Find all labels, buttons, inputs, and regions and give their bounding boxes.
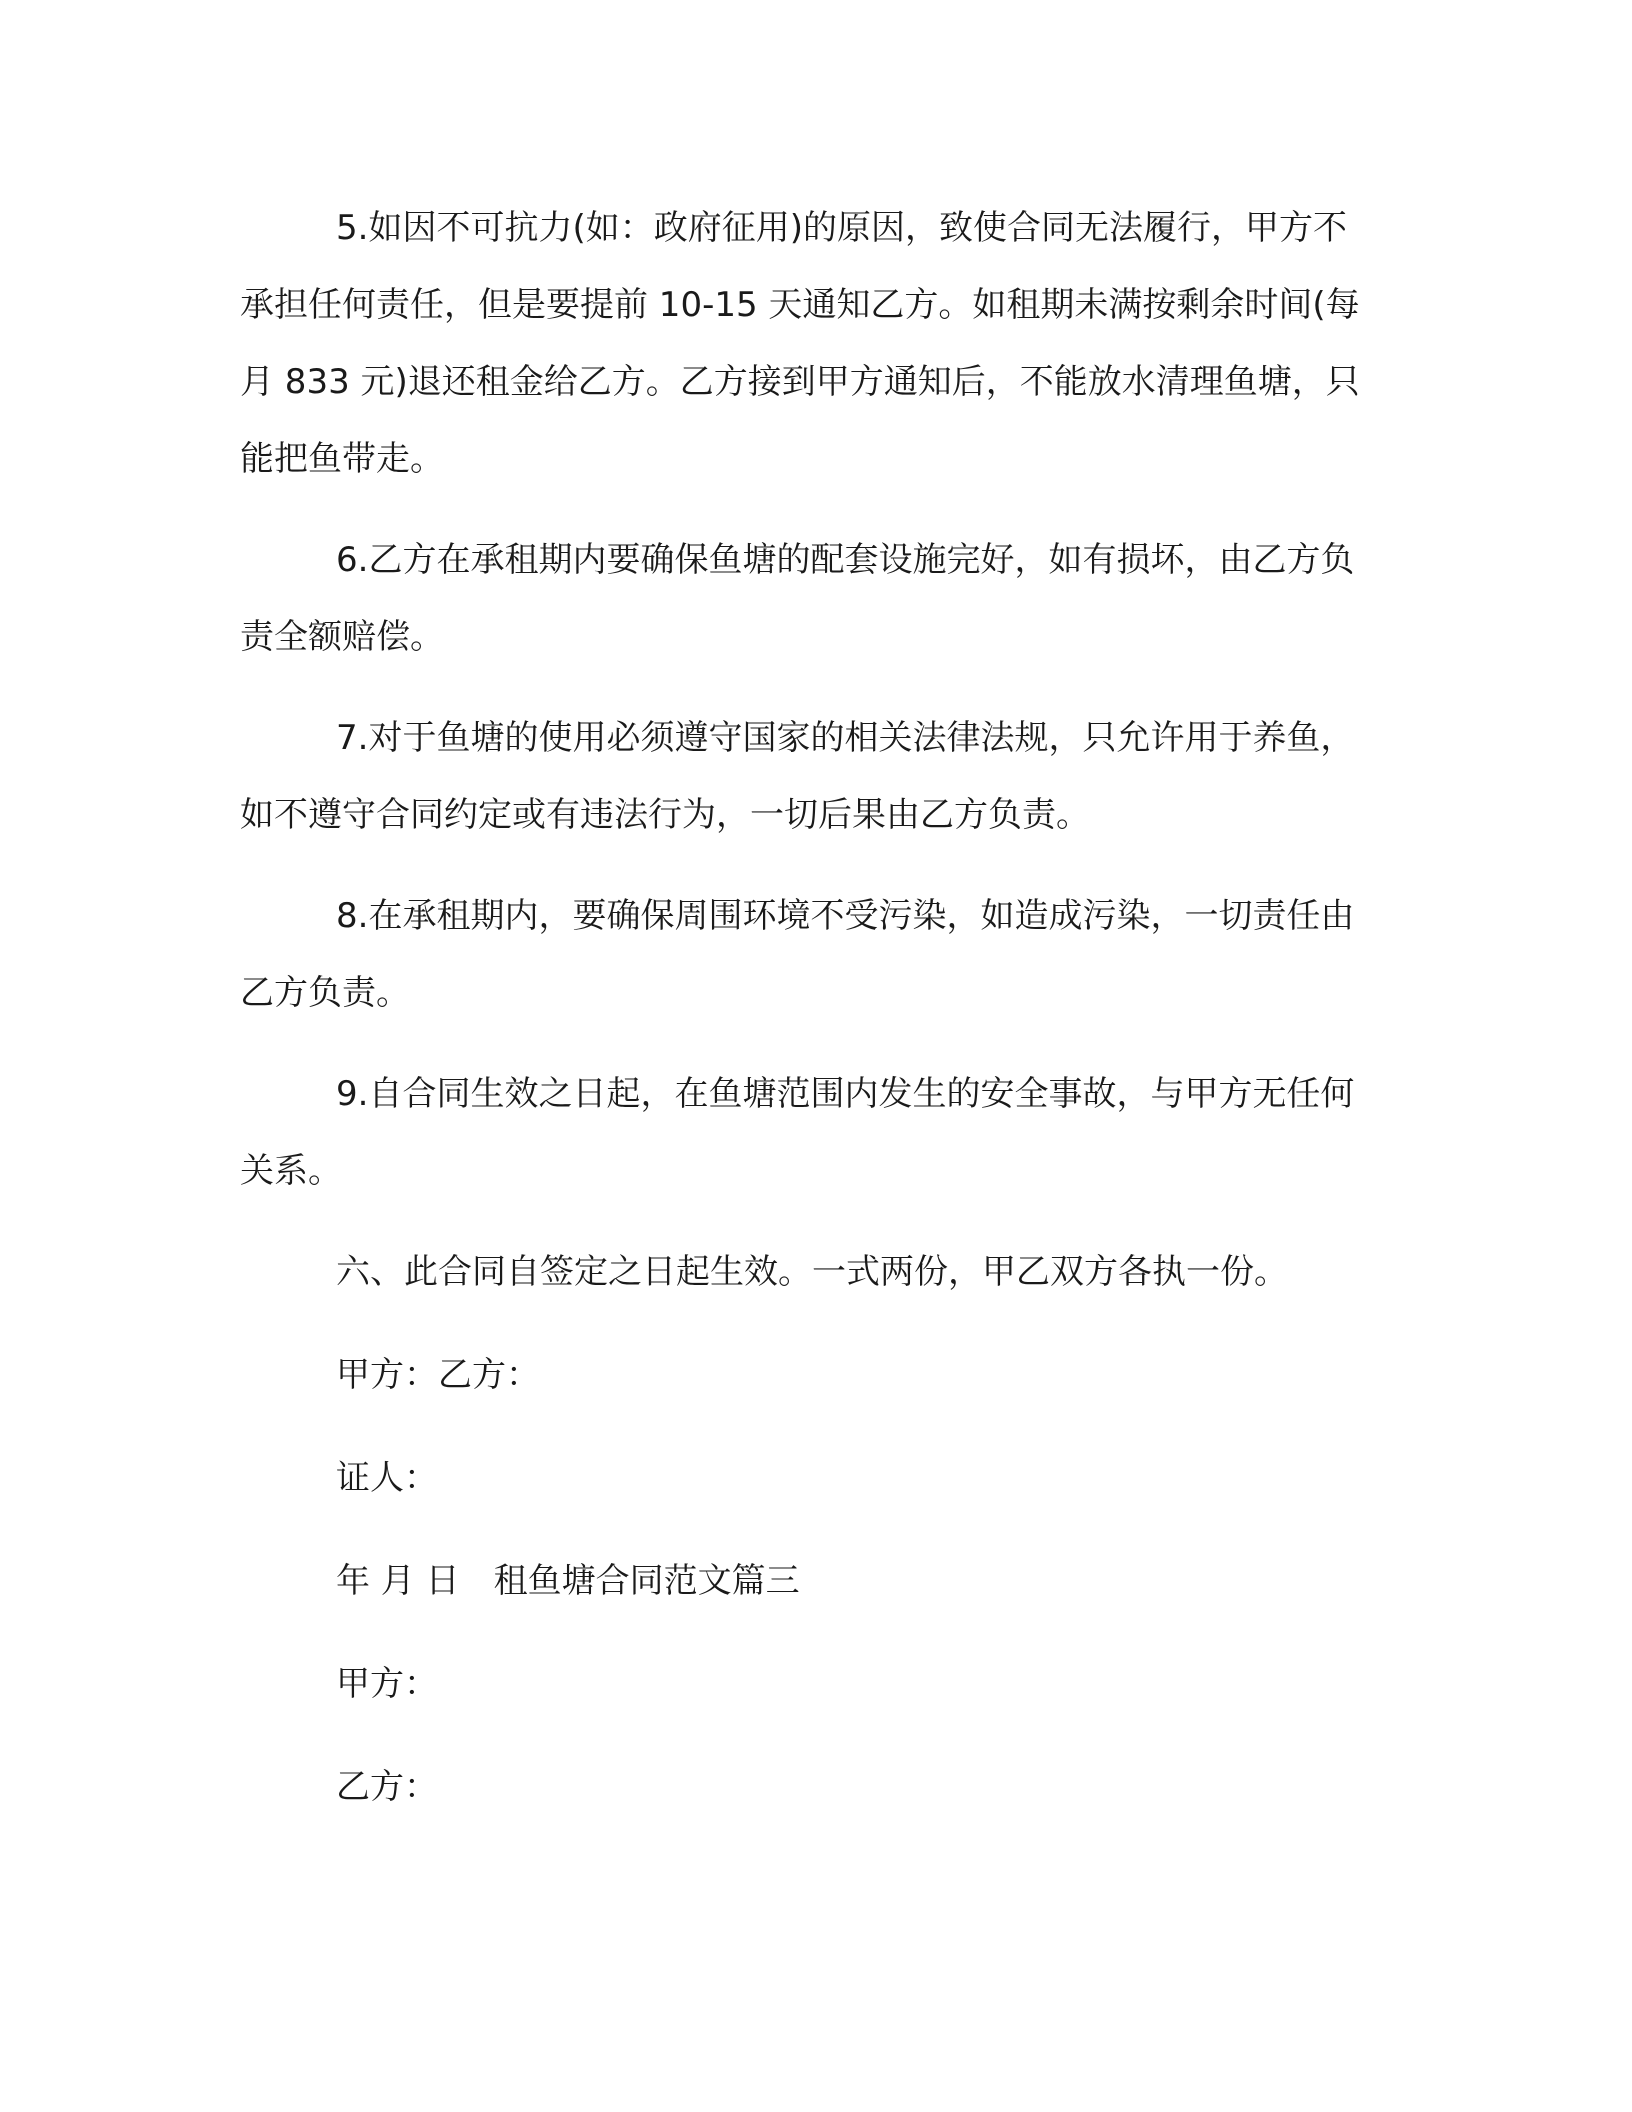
clause-six: 六、此合同自签定之日起生效。一式两份，甲乙双方各执一份。 xyxy=(336,1252,1288,1292)
clause-6: 6.乙方在承租期内要确保鱼塘的配套设施完好，如有损坏，由乙方负责全额赔偿。 xyxy=(240,540,1355,657)
witness-line: 证人： xyxy=(336,1458,438,1498)
clause-5: 5.如因不可抗力(如：政府征用)的原因，致使合同无法履行，甲方不承担任何责任，但是要提前 10-15 天通知乙方。如租期未满按剩余时间(每月 833 元)退还租金给乙方。乙方接到甲方通知后，不能放水清理鱼塘，只能把鱼带走。 xyxy=(240,208,1360,479)
next-party-a-line: 甲方： xyxy=(336,1664,438,1704)
clause-9: 9.自合同生效之日起，在鱼塘范围内发生的安全事故，与甲方无任何关系。 xyxy=(240,1074,1355,1191)
date-title-line xyxy=(240,1543,1376,1620)
date-label: 年 月 日 xyxy=(336,1561,460,1601)
document-page xyxy=(240,190,1376,1852)
next-contract-title: 租鱼塘合同范文篇三 xyxy=(493,1561,800,1601)
signature-parties xyxy=(240,1337,1376,1414)
clause-8: 8.在承租期内，要确保周围环境不受污染，如造成污染，一切责任由乙方负责。 xyxy=(240,896,1355,1013)
party-a-label: 甲方： xyxy=(336,1355,438,1395)
next-party-b-line: 乙方： xyxy=(336,1767,438,1807)
party-b-label: 乙方： xyxy=(438,1355,540,1395)
clause-7: 7.对于鱼塘的使用必须遵守国家的相关法律法规，只允许用于养鱼，如不遵守合同约定或有违法行为，一切后果由乙方负责。 xyxy=(240,718,1355,835)
